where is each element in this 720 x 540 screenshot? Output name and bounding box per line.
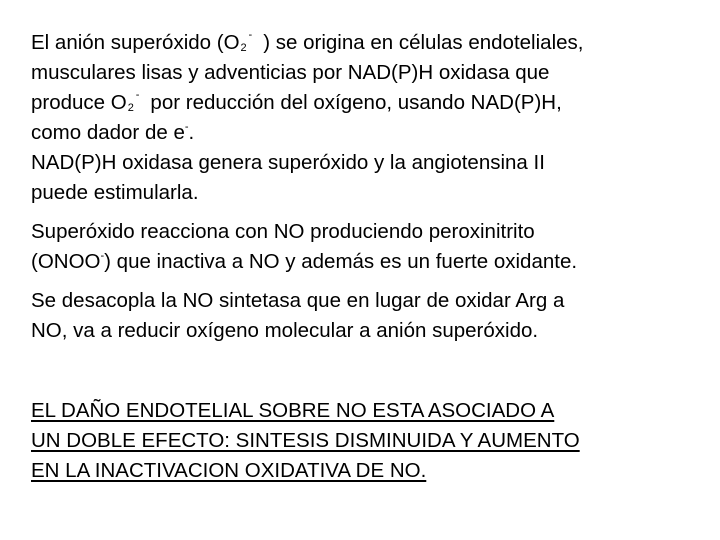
conclusion-underlined [31, 396, 701, 486]
text-fragment: produce O [31, 91, 127, 114]
text-line: EL DAÑO ENDOTELIAL SOBRE NO ESTA ASOCIADO A [31, 399, 555, 422]
paragraph-superoxide-origin [31, 28, 701, 208]
text-line: UN DOBLE EFECTO: SINTESIS DISMINUIDA Y AUMENTO [31, 429, 580, 452]
slide-content [31, 28, 701, 486]
text-line [31, 247, 701, 277]
text-line: Superóxido reacciona con NO produciendo peroxinitrito [31, 220, 535, 243]
text-line: EN LA INACTIVACION OXIDATIVA DE NO. [31, 459, 427, 482]
subscript-superscript [127, 89, 145, 114]
text-fragment: ) se origina en células endoteliales, [257, 31, 584, 54]
text-fragment: como dador de e [31, 121, 185, 144]
paragraph-nos-uncoupling [31, 286, 701, 346]
text-line: Se desacopla la NO sintetasa que en lugar de oxidar Arg a [31, 289, 565, 312]
text-fragment: . [188, 121, 195, 144]
superscript-minus: - [248, 29, 253, 41]
superscript-minus: - [100, 250, 105, 262]
text-line [31, 88, 701, 118]
subscript-two: 2 [240, 42, 247, 54]
text-line: NAD(P)H oxidasa genera superóxido y la angiotensina II [31, 151, 545, 174]
superscript-minus: - [135, 89, 140, 101]
text-line: musculares lisas y adventicias por NAD(P)H oxidasa que [31, 61, 550, 84]
text-line [31, 28, 701, 58]
text-fragment: por reducción del oxígeno, usando NAD(P)H, [144, 91, 562, 114]
text-fragment: ) que inactiva a NO y además es un fuerte oxidante. [104, 250, 578, 273]
text-line: puede estimularla. [31, 181, 199, 204]
subscript-two: 2 [127, 102, 134, 114]
text-line [31, 118, 701, 148]
superscript-minus: - [184, 121, 189, 133]
text-fragment: (ONOO [31, 250, 101, 273]
text-fragment: El anión superóxido (O [31, 31, 240, 54]
subscript-superscript [240, 29, 258, 54]
text-line: NO, va a reducir oxígeno molecular a anión superóxido. [31, 319, 539, 342]
paragraph-peroxynitrite [31, 217, 701, 277]
